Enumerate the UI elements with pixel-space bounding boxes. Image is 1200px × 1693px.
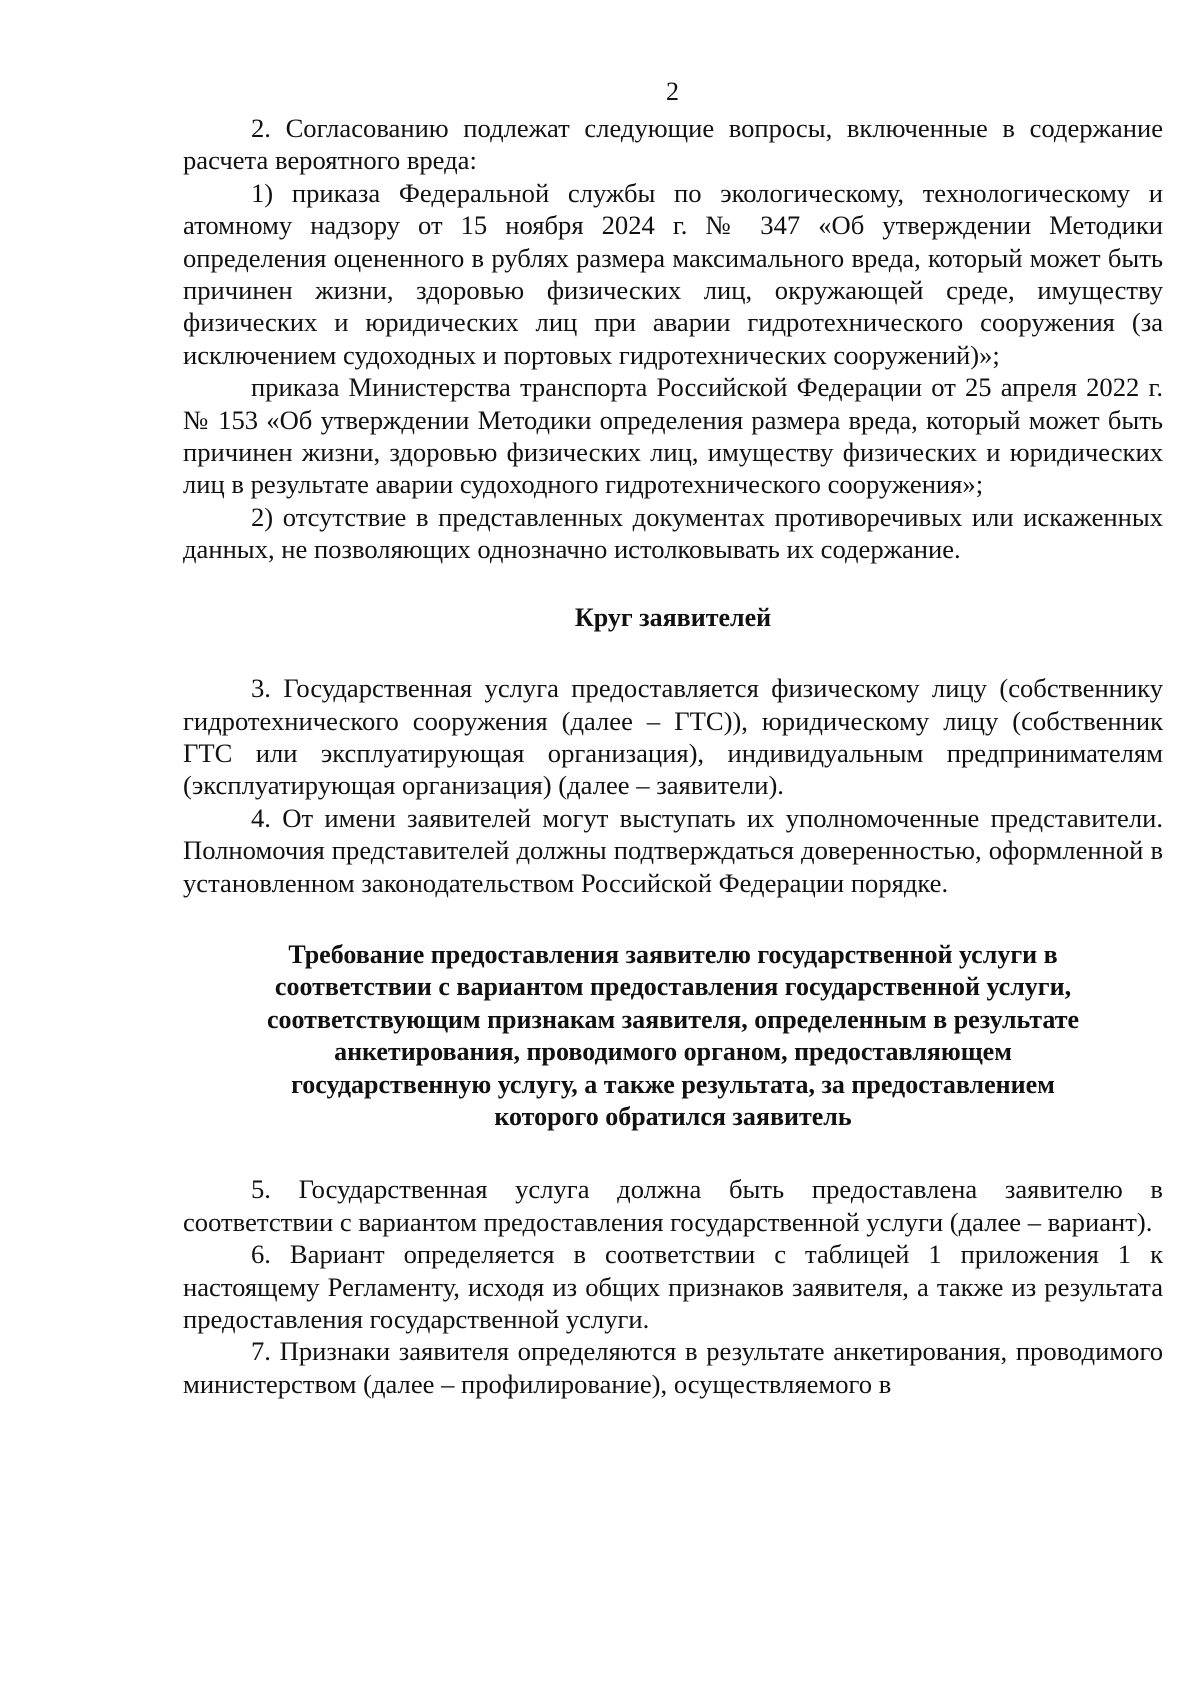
paragraph-item-5: 5. Государственная услуга должна быть предоставлена заявителю в соответствии с вариантом предоставления государственной услуги (далее – вариант).	[183, 1174, 1163, 1237]
document-body	[183, 112, 1163, 1400]
paragraph-item-7: 7. Признаки заявителя определяются в результате анкетирования, проводимого министерством (далее – профилирование), осуществляемого в	[183, 1336, 1163, 1399]
paragraph-subitem-2: 2) отсутствие в представленных документах противоречивых или искаженных данных, не позволяющих однозначно истолковывать их содержание.	[183, 501, 1163, 565]
section-heading-requirement: Требование предоставления заявителю государственной услуги в соответствии с вариантом предоставления государственной услуги, соответствующим признакам заявителя, определенным в результате анкетирования, проводимого органом, предоставляющем государственную услугу, а также результата, за предоставлением которого обратился заявитель	[266, 939, 1080, 1131]
paragraph-item-2: 2. Согласованию подлежат следующие вопросы, включенные в содержание расчета вероятного вреда:	[183, 113, 1163, 176]
page-number: 2	[666, 77, 679, 106]
paragraph-item-4: 4. От имени заявителей могут выступать их уполномоченные представители. Полномочия представителей должны подтверждаться доверенностью, оформленной в установленном законодательством Российской Федерации порядке.	[183, 802, 1163, 898]
paragraph-item-6: 6. Вариант определяется в соответствии с таблицей 1 приложения 1 к настоящему Регламенту, исходя из общих признаков заявителя, а также из результата предоставления государственной услуги.	[183, 1239, 1163, 1334]
paragraph-transport-order: приказа Министерства транспорта Российской Федерации от 25 апреля 2022 г. № 153 «Об утверждении Методики определения размера вреда, который может быть причинен жизни, здоровью физических лиц, имуществу физических и юридических лиц в результате аварии судоходного гидротехнического сооружения»;	[183, 372, 1163, 500]
paragraph-item-3: 3. Государственная услуга предоставляется физическому лицу (собственнику гидротехнического сооружения (далее – ГТС)), юридическому лицу (собственник ГТС или эксплуатирующая организация), индивидуальным предпринимателям (эксплуатирующая организация) (далее – заявители).	[183, 673, 1163, 801]
paragraph-subitem-1: 1) приказа Федеральной службы по экологическому, технологическому и атомному надзору от 15 ноября 2024 г. № 347 «Об утверждении Методики определения оцененного в рублях размера максимального вреда, который может быть причинен жизни, здоровью физических лиц, окружающей среде, имуществу физических и юридических лиц при аварии гидротехнического сооружения (за исключением судоходных и портовых гидротехнических сооружений)»;	[183, 177, 1163, 370]
section-heading-applicants: Круг заявителей	[574, 602, 772, 632]
